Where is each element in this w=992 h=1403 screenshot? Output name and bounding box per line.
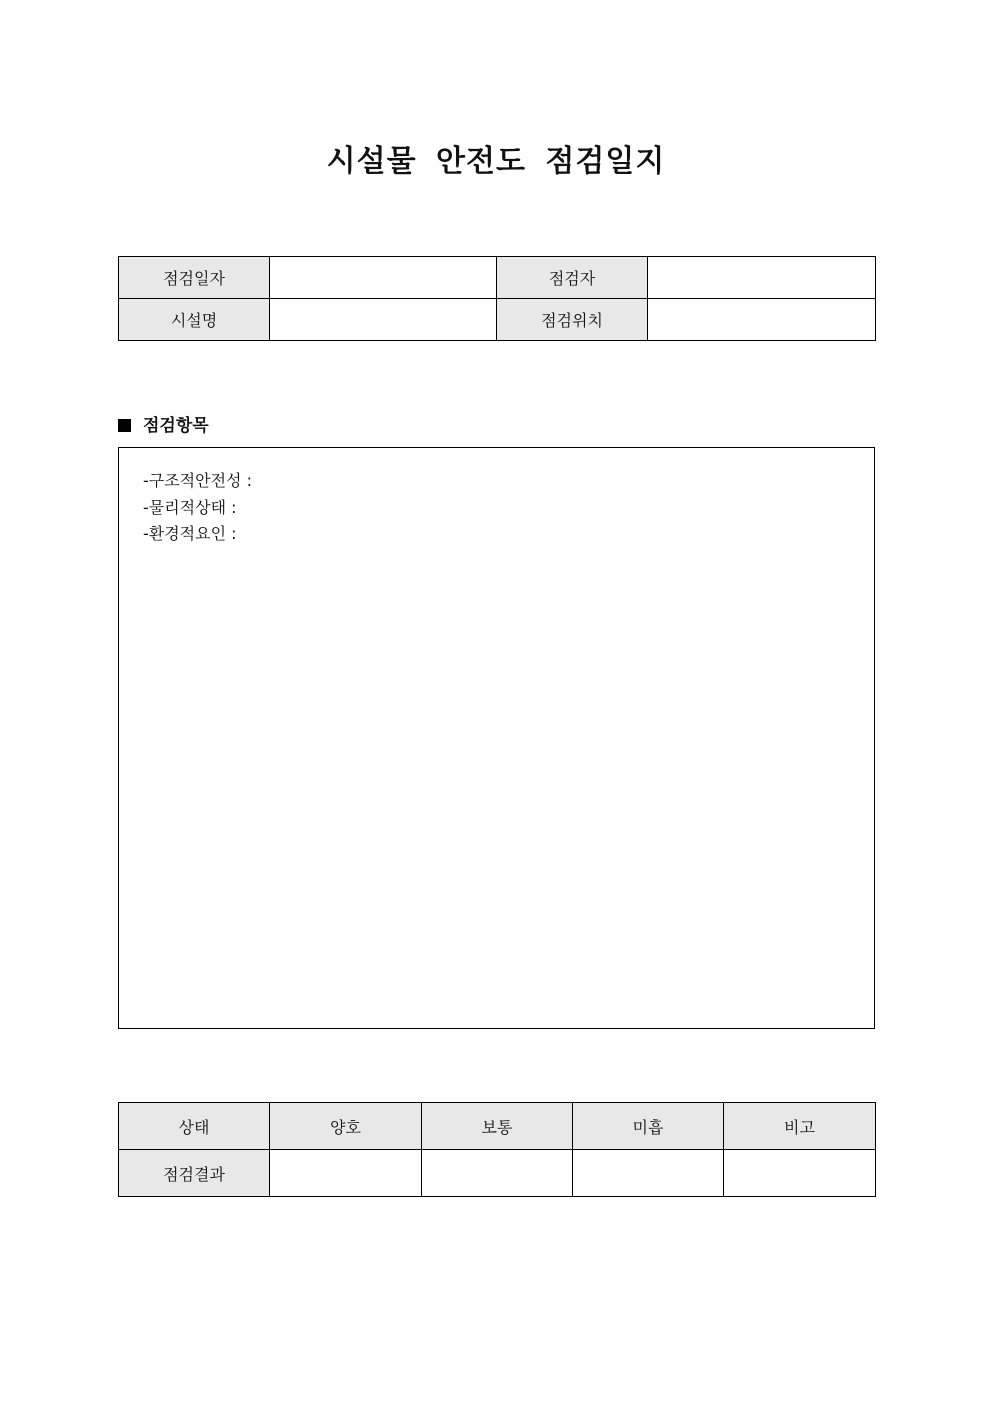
inspection-location-label: 점검위치	[497, 299, 648, 341]
status-header: 상태	[119, 1103, 270, 1150]
table-row	[119, 299, 876, 341]
normal-cell[interactable]	[422, 1150, 573, 1197]
info-table	[118, 256, 876, 341]
structural-safety-line: -구조적안전성 :	[143, 471, 252, 490]
inspection-result-label: 점검결과	[119, 1150, 270, 1197]
inspection-location-field[interactable]	[648, 299, 876, 341]
table-header-row	[119, 1103, 876, 1150]
inspection-date-label: 점검일자	[119, 257, 270, 299]
table-row	[119, 1150, 876, 1197]
environmental-factors-line: -환경적요인 :	[143, 524, 237, 543]
good-cell[interactable]	[270, 1150, 422, 1197]
black-square-icon	[118, 419, 131, 432]
inspection-items-heading	[118, 411, 209, 436]
inspection-items-heading-text: 점검항목	[143, 416, 209, 436]
remarks-cell[interactable]	[724, 1150, 876, 1197]
poor-cell[interactable]	[573, 1150, 724, 1197]
inspection-date-field[interactable]	[270, 257, 497, 299]
physical-condition-line: -물리적상태 :	[143, 498, 237, 517]
facility-name-field[interactable]	[270, 299, 497, 341]
inspection-items-box[interactable]	[118, 447, 875, 1029]
remarks-header: 비고	[724, 1103, 876, 1150]
result-table	[118, 1102, 876, 1197]
normal-header: 보통	[422, 1103, 573, 1150]
facility-name-label: 시설명	[119, 299, 270, 341]
inspector-field[interactable]	[648, 257, 876, 299]
good-header: 양호	[270, 1103, 422, 1150]
inspector-label: 점검자	[497, 257, 648, 299]
poor-header: 미흡	[573, 1103, 724, 1150]
table-row	[119, 257, 876, 299]
document-title: 시설물 안전도 점검일지	[326, 144, 666, 179]
